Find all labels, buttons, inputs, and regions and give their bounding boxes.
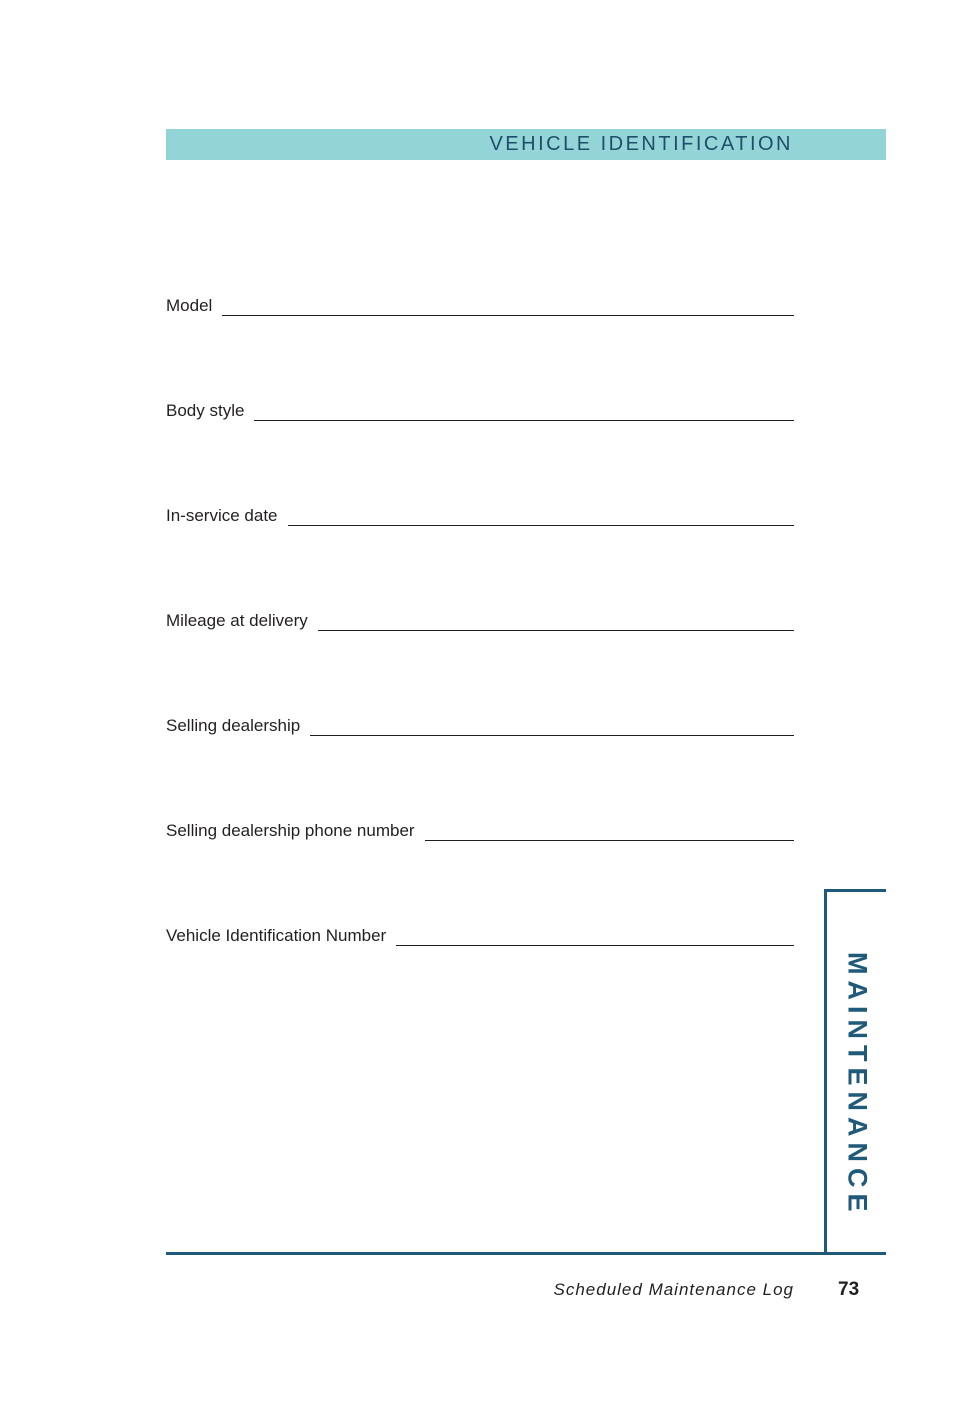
footer-rule (166, 1252, 886, 1255)
side-tab-label: MAINTENANCE (842, 952, 873, 1218)
field-line-selling-dealership-phone[interactable] (425, 840, 794, 841)
field-label-selling-dealership: Selling dealership (166, 716, 301, 735)
field-line-vin[interactable] (396, 945, 794, 946)
field-line-mileage-at-delivery[interactable] (318, 630, 794, 631)
field-in-service-date (166, 502, 794, 526)
field-line-selling-dealership[interactable] (310, 735, 794, 736)
page-number: 73 (838, 1279, 860, 1300)
field-selling-dealership (166, 712, 794, 736)
field-label-in-service-date: In-service date (166, 506, 278, 525)
field-model (166, 292, 794, 316)
side-tab-maintenance (826, 952, 888, 1218)
section-title: VEHICLE IDENTIFICATION (489, 133, 793, 155)
field-label-mileage-at-delivery: Mileage at delivery (166, 611, 308, 630)
field-line-body-style[interactable] (254, 420, 794, 421)
section-header-band (166, 129, 886, 160)
field-selling-dealership-phone (166, 817, 794, 841)
field-line-model[interactable] (222, 315, 794, 316)
field-label-model: Model (166, 296, 213, 315)
footer-section-title: Scheduled Maintenance Log (553, 1280, 794, 1299)
field-label-selling-dealership-phone: Selling dealership phone number (166, 821, 415, 840)
field-mileage-at-delivery (166, 607, 794, 631)
field-vin (166, 922, 794, 946)
field-line-in-service-date[interactable] (288, 525, 795, 526)
field-label-body-style: Body style (166, 401, 245, 420)
field-label-vin: Vehicle Identification Number (166, 926, 387, 945)
field-body-style (166, 397, 794, 421)
